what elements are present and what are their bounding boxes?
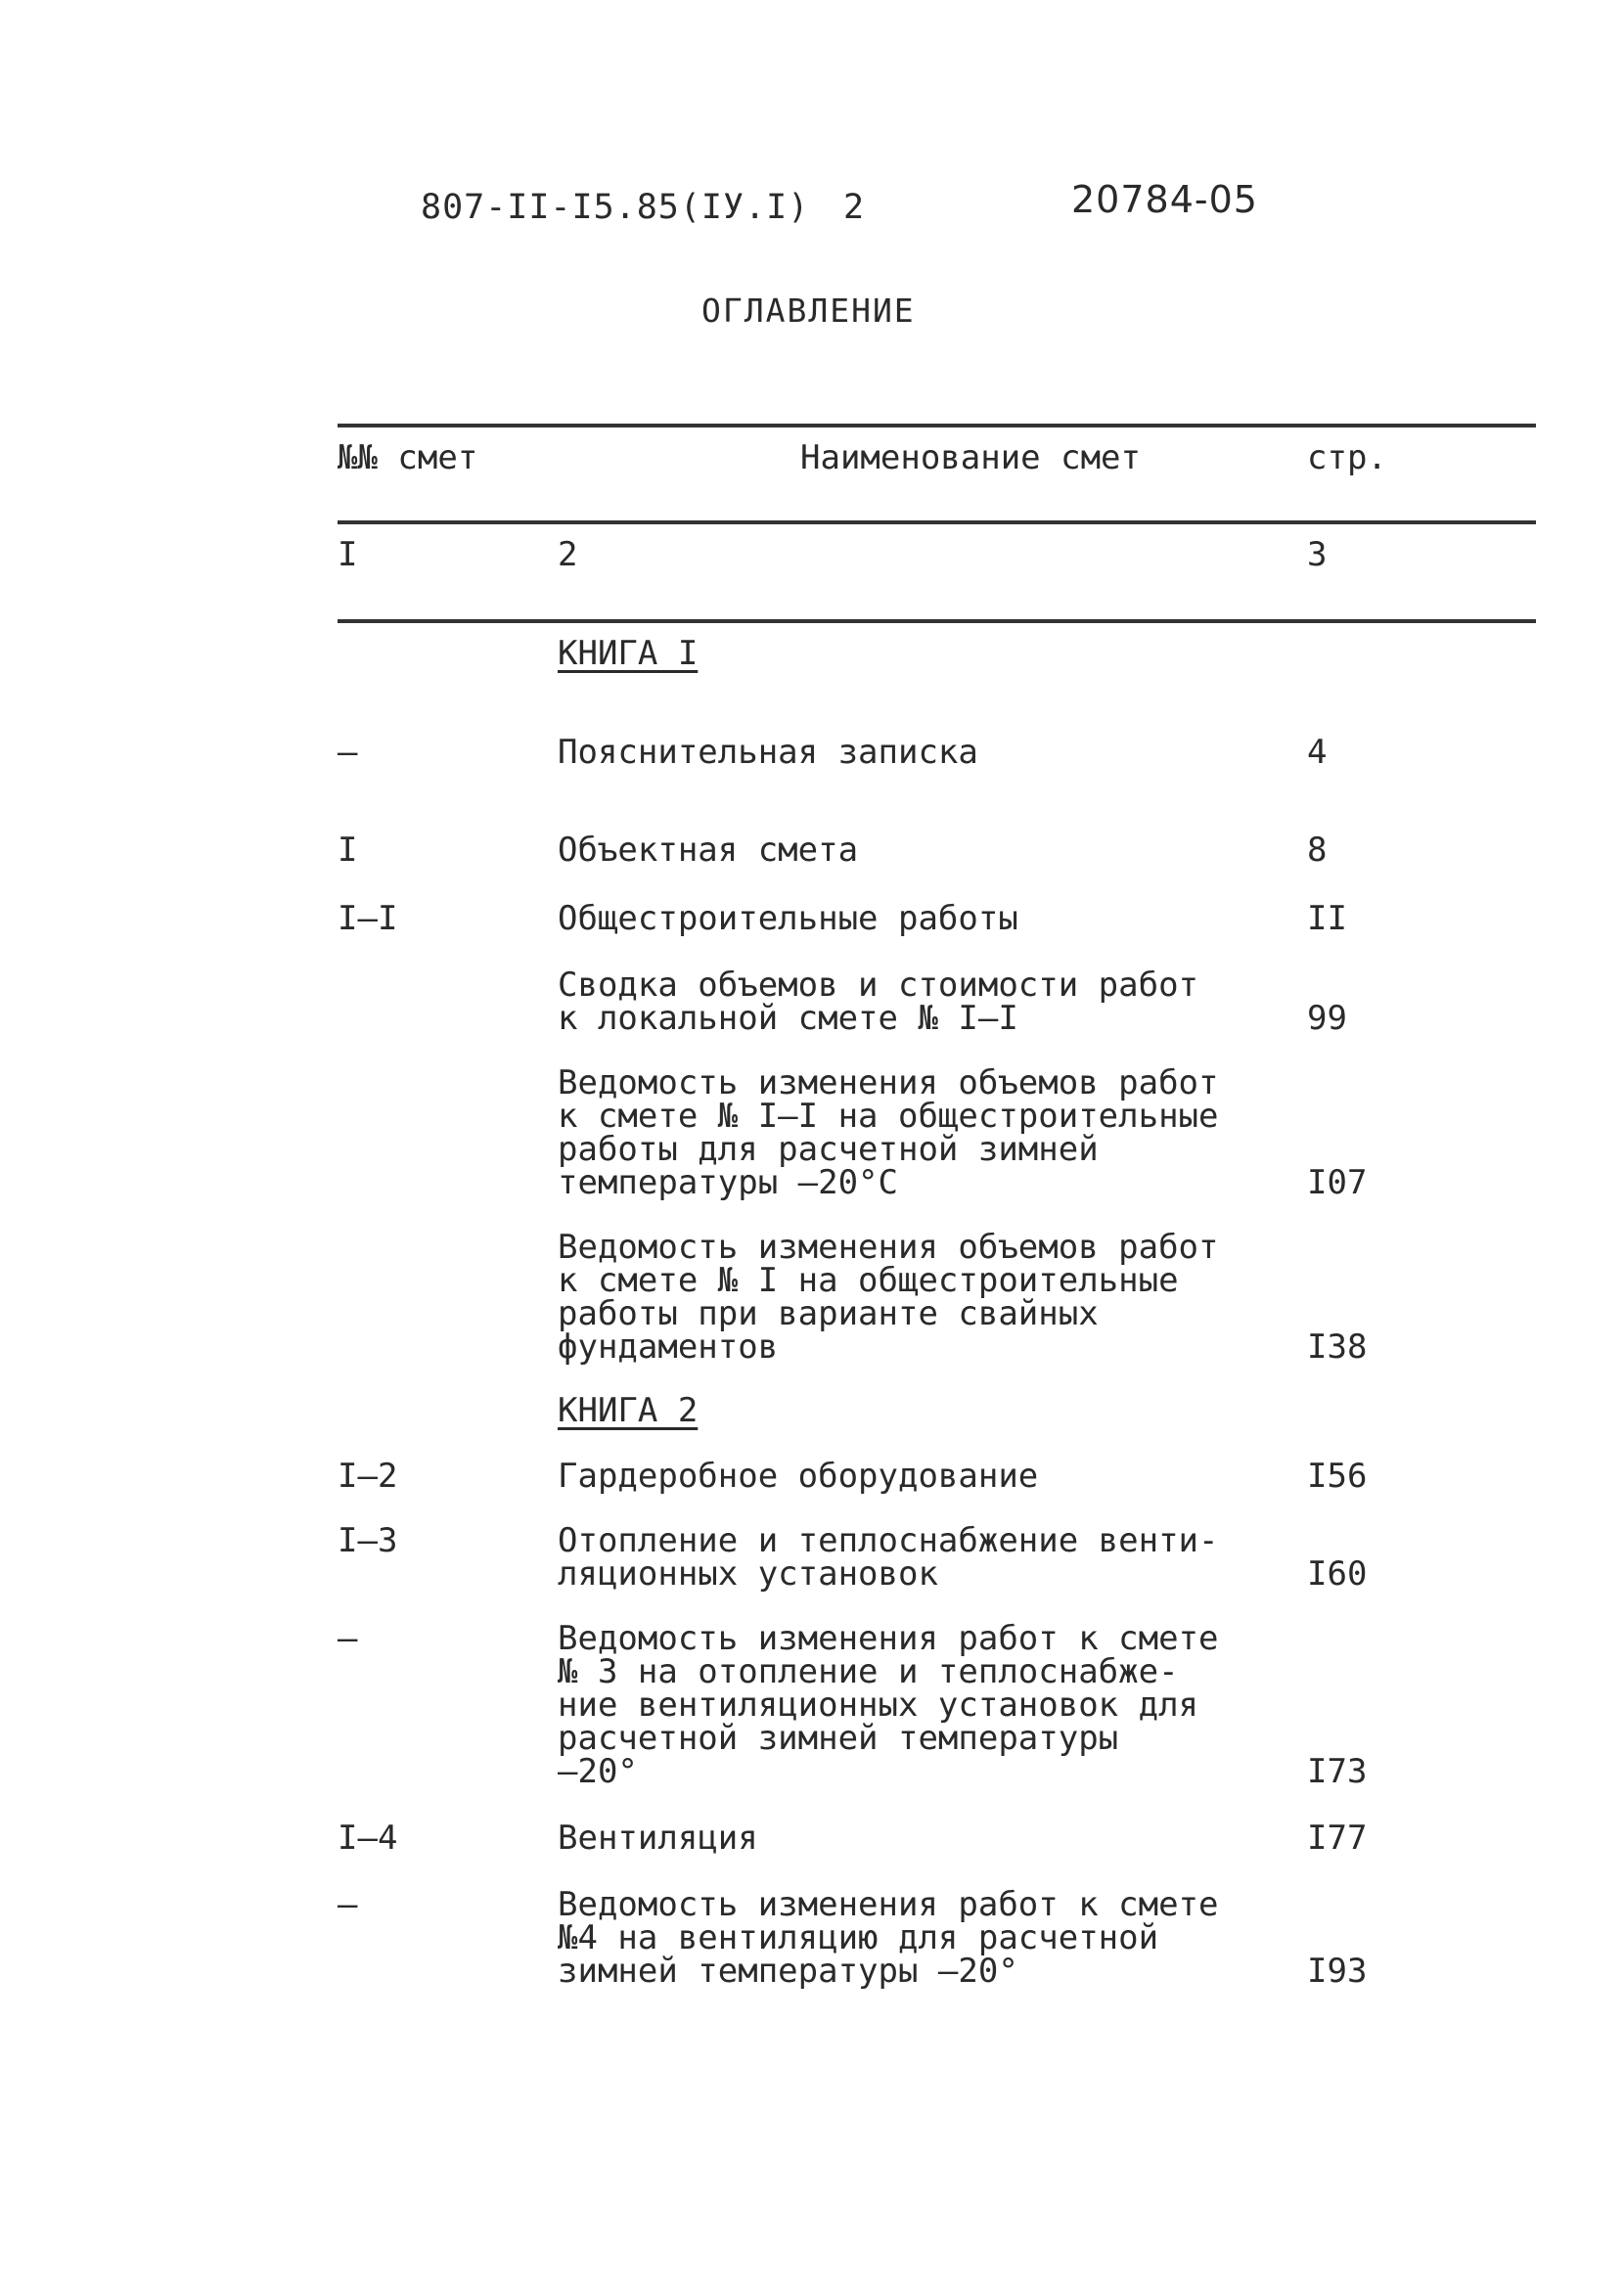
- row-number: —: [338, 1619, 358, 1658]
- row-title: температуры –20°С: [558, 1163, 898, 1202]
- row-page: 4: [1307, 733, 1328, 772]
- row-number: —: [338, 733, 358, 772]
- row-title: №4 на вентиляцию для расчетной: [558, 1918, 1159, 1957]
- row-number: —: [338, 1885, 358, 1924]
- row-title: работы для расчетной зимней: [558, 1130, 1099, 1169]
- table-top-rule: [338, 424, 1536, 427]
- book-heading-2: КНИГА 2: [558, 1391, 699, 1430]
- row-title: расчетной зимней температуры: [558, 1719, 1119, 1758]
- row-number: I–2: [338, 1457, 398, 1496]
- row-page: I73: [1307, 1752, 1368, 1791]
- row-title: ние вентиляционных установок для: [558, 1685, 1199, 1725]
- row-number: I–4: [338, 1819, 398, 1858]
- row-title: Ведомость изменения работ к смете: [558, 1885, 1219, 1924]
- row-number: I–I: [338, 899, 398, 938]
- row-page: II: [1307, 899, 1347, 938]
- row-page: I56: [1307, 1457, 1368, 1496]
- row-page: I07: [1307, 1163, 1368, 1202]
- row-title: Общестроительные работы: [558, 899, 1018, 938]
- column-index-3: 3: [1307, 535, 1328, 574]
- row-title: Вентиляция: [558, 1819, 758, 1858]
- row-page: I93: [1307, 1952, 1368, 1991]
- row-page: I77: [1307, 1819, 1368, 1858]
- inventory-stamp: 20784-05: [1071, 178, 1258, 221]
- row-page: 99: [1307, 999, 1347, 1038]
- row-title: к локальной смете № I–I: [558, 999, 1018, 1038]
- row-page: I38: [1307, 1327, 1368, 1367]
- row-number: I: [338, 831, 358, 870]
- row-title: Гардеробное оборудование: [558, 1457, 1039, 1496]
- sheet-number: 2: [843, 188, 866, 227]
- row-title: зимней температуры –20°: [558, 1952, 1018, 1991]
- row-page: I60: [1307, 1554, 1368, 1594]
- book-heading-1: КНИГА I: [558, 634, 699, 673]
- row-title: Ведомость изменения объемов работ: [558, 1228, 1219, 1267]
- row-title: ляционных установок: [558, 1554, 938, 1594]
- row-title: работы при варианте свайных: [558, 1294, 1099, 1333]
- row-title: Отопление и теплоснабжение венти-: [558, 1521, 1219, 1560]
- page-title: ОГЛАВЛЕНИЕ: [701, 292, 916, 330]
- row-title: Объектная смета: [558, 831, 859, 870]
- header-bottom-rule: [338, 520, 1536, 524]
- column-index-2: 2: [558, 535, 578, 574]
- row-title: –20°: [558, 1752, 638, 1791]
- row-title: фундаментов: [558, 1327, 779, 1367]
- column-index-1: I: [338, 535, 358, 574]
- column-index-rule: [338, 619, 1536, 623]
- row-number: I–3: [338, 1521, 398, 1560]
- column-header-number: №№ смет: [338, 438, 478, 477]
- row-title: к смете № I на общестроительные: [558, 1261, 1179, 1300]
- row-title: Ведомость изменения объемов работ: [558, 1063, 1219, 1102]
- column-header-name: Наименование смет: [800, 438, 1141, 477]
- row-page: 8: [1307, 831, 1328, 870]
- row-title: к смете № I–I на общестроительные: [558, 1097, 1219, 1136]
- row-title: № 3 на отопление и теплоснабже-: [558, 1652, 1179, 1691]
- row-title: Сводка объемов и стоимости работ: [558, 966, 1199, 1005]
- row-title: Пояснительная записка: [558, 733, 978, 772]
- row-title: Ведомость изменения работ к смете: [558, 1619, 1219, 1658]
- document-code: 807-II-I5.85(IУ.I): [421, 188, 810, 227]
- column-header-page: стр.: [1307, 438, 1387, 477]
